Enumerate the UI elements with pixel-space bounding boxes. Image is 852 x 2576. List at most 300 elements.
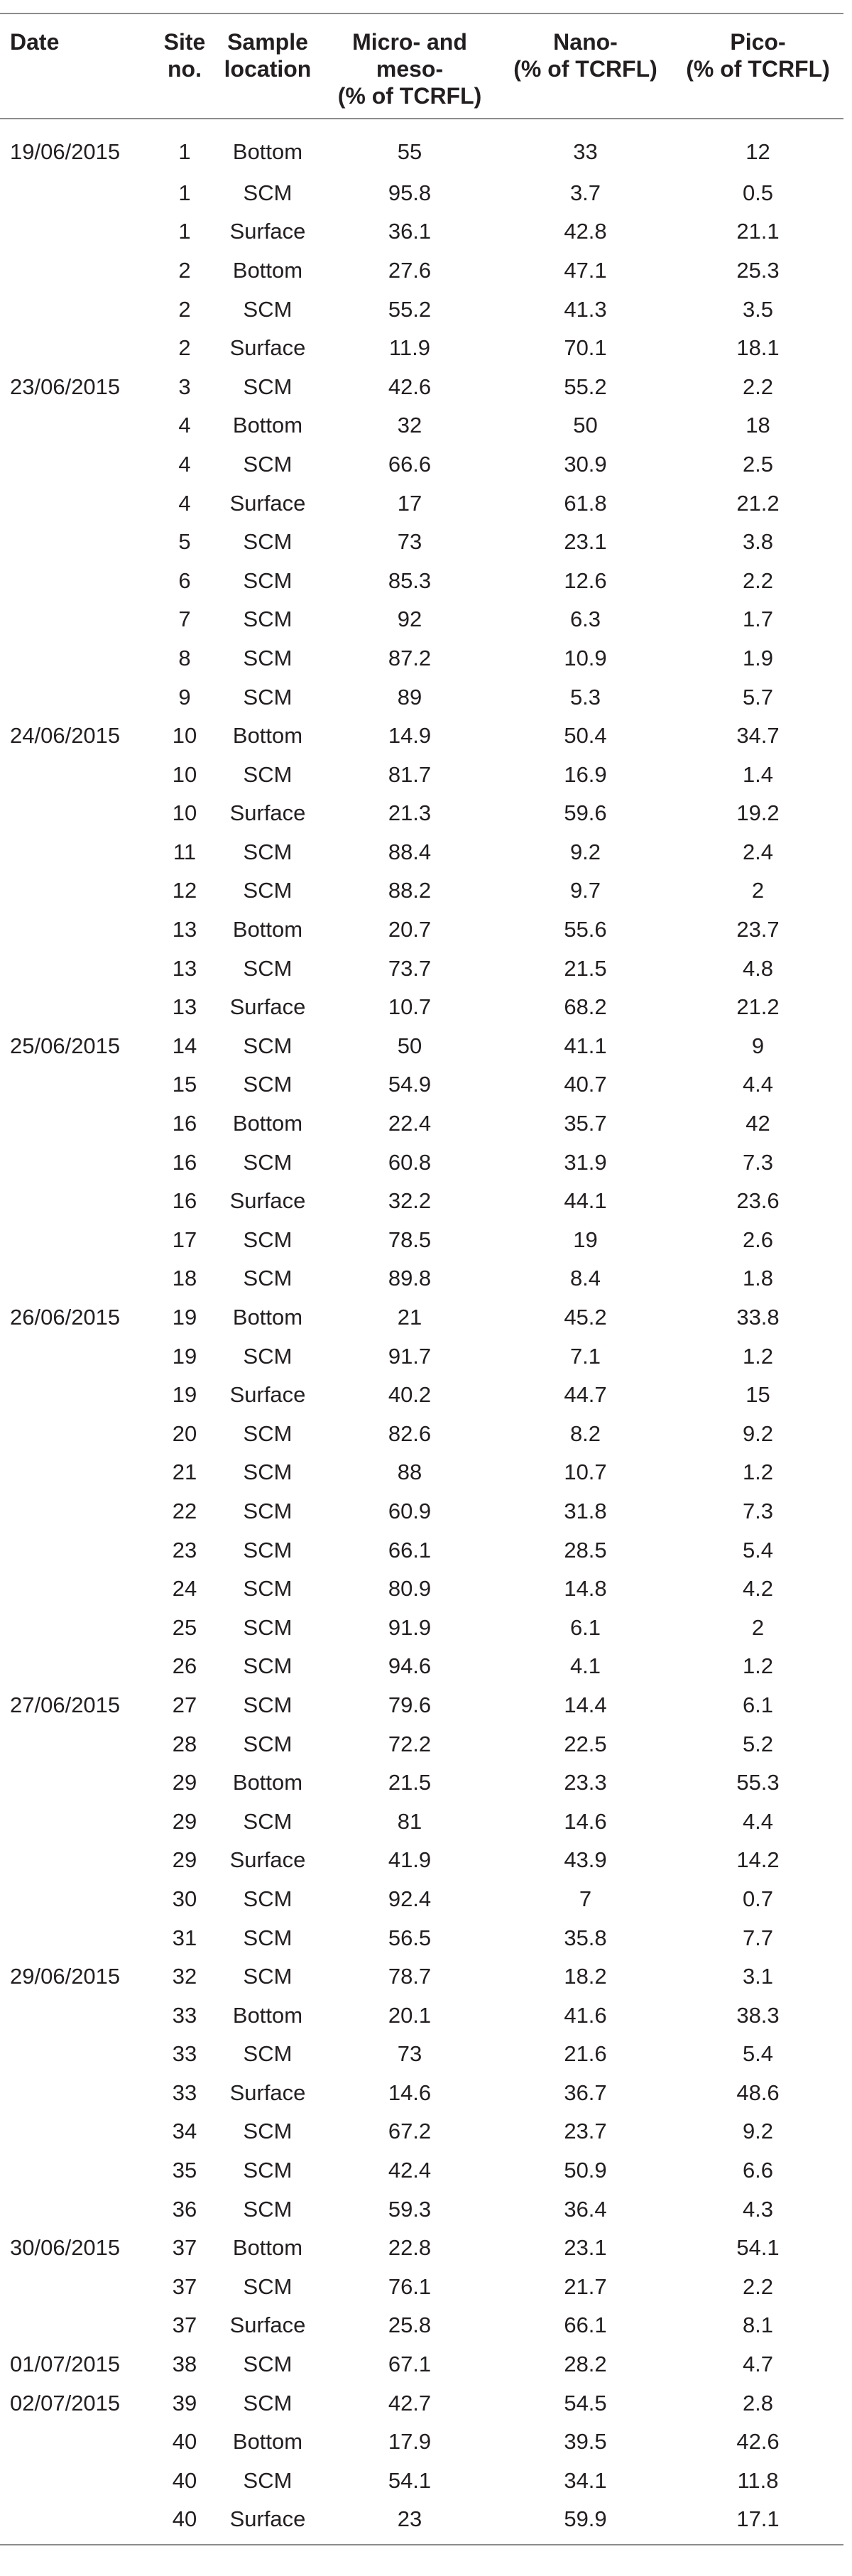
size-fraction-table bbox=[0, 13, 843, 2545]
cell-sample-location: SCM bbox=[243, 1460, 293, 1485]
cell-pico: 6.1 bbox=[742, 1692, 774, 1717]
cell-micro-meso: 42.6 bbox=[388, 374, 432, 399]
cell-nano: 44.7 bbox=[564, 1382, 607, 1408]
cell-micro-meso: 73 bbox=[397, 2041, 422, 2067]
table-row bbox=[0, 445, 843, 484]
cell-nano: 41.3 bbox=[564, 296, 607, 322]
cell-pico: 4.4 bbox=[742, 1072, 774, 1097]
cell-site-no: 10 bbox=[172, 723, 197, 749]
table-row bbox=[0, 1104, 843, 1143]
cell-date bbox=[0, 1337, 155, 1376]
cell-date bbox=[0, 1802, 155, 1841]
cell-site-no: 24 bbox=[172, 1576, 197, 1602]
cell-date bbox=[0, 2267, 155, 2306]
cell-site-no: 37 bbox=[172, 2313, 197, 2338]
header-site-line2: no. bbox=[168, 56, 202, 82]
cell-nano: 4.1 bbox=[569, 1653, 601, 1679]
cell-date bbox=[0, 1569, 155, 1608]
cell-pico: 2.8 bbox=[742, 2390, 774, 2415]
cell-date bbox=[0, 484, 155, 523]
cell-date: 23/06/2015 bbox=[10, 374, 121, 399]
cell-site-no: 25 bbox=[172, 1614, 197, 1640]
cell-pico: 12 bbox=[746, 138, 770, 164]
cell-site-no: 5 bbox=[178, 529, 191, 555]
cell-site-no: 1 bbox=[178, 219, 191, 244]
table-row bbox=[0, 910, 843, 949]
cell-pico: 34.7 bbox=[736, 723, 780, 749]
table-row bbox=[0, 1181, 843, 1220]
cell-micro-meso: 55 bbox=[397, 138, 422, 164]
cell-site-no: 23 bbox=[172, 1537, 197, 1563]
table-row bbox=[0, 2500, 843, 2545]
cell-site-no: 1 bbox=[178, 180, 191, 205]
cell-date bbox=[0, 2151, 155, 2190]
cell-micro-meso: 91.9 bbox=[388, 1614, 432, 1640]
cell-sample-location: SCM bbox=[243, 529, 293, 555]
cell-date: 01/07/2015 bbox=[10, 2352, 121, 2377]
cell-sample-location: SCM bbox=[243, 955, 293, 981]
header-pico bbox=[672, 13, 843, 119]
cell-site-no: 40 bbox=[172, 2429, 197, 2455]
table-row bbox=[0, 1763, 843, 1802]
cell-nano: 16.9 bbox=[564, 761, 607, 787]
cell-site-no: 16 bbox=[172, 1149, 197, 1175]
cell-sample-location: Surface bbox=[229, 2313, 306, 2338]
table-row bbox=[0, 1375, 843, 1414]
cell-pico: 1.2 bbox=[742, 1343, 774, 1369]
cell-micro-meso: 78.5 bbox=[388, 1227, 432, 1252]
cell-site-no: 4 bbox=[178, 490, 191, 516]
cell-nano: 34.1 bbox=[564, 2467, 607, 2493]
cell-nano: 28.5 bbox=[564, 1537, 607, 1563]
cell-sample-location: SCM bbox=[243, 607, 293, 632]
cell-sample-location: Surface bbox=[229, 800, 306, 826]
cell-pico: 7.7 bbox=[742, 1925, 774, 1950]
cell-micro-meso: 60.8 bbox=[388, 1149, 432, 1175]
cell-sample-location: SCM bbox=[243, 1614, 293, 1640]
cell-nano: 54.5 bbox=[564, 2390, 607, 2415]
cell-nano: 35.8 bbox=[564, 1925, 607, 1950]
header-micro-line2: meso- bbox=[376, 56, 444, 82]
cell-date bbox=[0, 1491, 155, 1531]
cell-micro-meso: 50 bbox=[397, 1033, 422, 1058]
cell-nano: 3.7 bbox=[569, 180, 601, 205]
cell-site-no: 38 bbox=[172, 2352, 197, 2377]
cell-sample-location: Bottom bbox=[232, 917, 303, 942]
table-row bbox=[0, 2151, 843, 2190]
cell-micro-meso: 88 bbox=[397, 1460, 422, 1485]
table-row bbox=[0, 1337, 843, 1376]
cell-nano: 66.1 bbox=[564, 2313, 607, 2338]
cell-sample-location: Surface bbox=[229, 490, 306, 516]
cell-micro-meso: 89.8 bbox=[388, 1266, 432, 1291]
cell-site-no: 16 bbox=[172, 1111, 197, 1136]
cell-sample-location: SCM bbox=[243, 2467, 293, 2493]
cell-site-no: 29 bbox=[172, 1770, 197, 1795]
cell-date bbox=[0, 328, 155, 367]
cell-nano: 12.6 bbox=[564, 567, 607, 593]
table-row bbox=[0, 2422, 843, 2461]
cell-site-no: 13 bbox=[172, 917, 197, 942]
cell-site-no: 32 bbox=[172, 1964, 197, 1989]
cell-date bbox=[0, 910, 155, 949]
cell-date bbox=[0, 522, 155, 561]
cell-nano: 9.7 bbox=[569, 878, 601, 903]
cell-nano: 55.2 bbox=[564, 374, 607, 399]
cell-sample-location: SCM bbox=[243, 1925, 293, 1950]
cell-sample-location: SCM bbox=[243, 451, 293, 477]
cell-site-no: 33 bbox=[172, 2002, 197, 2028]
cell-micro-meso: 20.7 bbox=[388, 917, 432, 942]
cell-micro-meso: 21.5 bbox=[388, 1770, 432, 1795]
cell-site-no: 14 bbox=[172, 1033, 197, 1058]
cell-site-no: 19 bbox=[172, 1343, 197, 1369]
cell-pico: 0.7 bbox=[742, 1886, 774, 1911]
cell-pico: 2.5 bbox=[742, 451, 774, 477]
cell-site-no: 13 bbox=[172, 955, 197, 981]
cell-pico: 17.1 bbox=[672, 2500, 843, 2545]
cell-date bbox=[0, 1259, 155, 1298]
header-pico-line2: (% of TCRFL) bbox=[686, 56, 830, 82]
table-row bbox=[0, 1491, 843, 1531]
cell-sample-location: Bottom bbox=[232, 1770, 303, 1795]
cell-nano: 31.9 bbox=[564, 1149, 607, 1175]
cell-nano: 6.1 bbox=[569, 1614, 601, 1640]
table-row bbox=[0, 173, 843, 212]
cell-nano: 22.5 bbox=[564, 1731, 607, 1756]
cell-date bbox=[0, 755, 155, 794]
cell-nano: 10.7 bbox=[564, 1460, 607, 1485]
cell-micro-meso: 42.7 bbox=[388, 2390, 432, 2415]
cell-sample-location: SCM bbox=[243, 2041, 293, 2067]
cell-sample-location: Bottom bbox=[232, 257, 303, 283]
cell-site-no: 7 bbox=[178, 607, 191, 632]
cell-pico: 3.8 bbox=[742, 529, 774, 555]
cell-sample-location: SCM bbox=[243, 180, 293, 205]
cell-nano: 14.4 bbox=[564, 1692, 607, 1717]
table-row bbox=[0, 1220, 843, 1259]
cell-micro-meso: 11.9 bbox=[388, 335, 431, 361]
cell-date bbox=[0, 1414, 155, 1453]
cell-pico: 33.8 bbox=[736, 1305, 780, 1330]
cell-pico: 1.2 bbox=[742, 1460, 774, 1485]
cell-date bbox=[0, 638, 155, 678]
cell-site-no: 10 bbox=[172, 761, 197, 787]
cell-pico: 2.2 bbox=[742, 374, 774, 399]
cell-micro-meso: 14.6 bbox=[388, 2080, 432, 2105]
cell-nano: 36.7 bbox=[564, 2080, 607, 2105]
cell-date bbox=[0, 2461, 155, 2500]
cell-sample-location: Surface bbox=[229, 219, 306, 244]
cell-sample-location: SCM bbox=[243, 1343, 293, 1369]
cell-date bbox=[0, 1608, 155, 1647]
cell-pico: 14.2 bbox=[736, 1847, 780, 1873]
cell-micro-meso: 76.1 bbox=[388, 2273, 432, 2299]
header-site bbox=[155, 13, 214, 119]
cell-micro-meso: 55.2 bbox=[388, 296, 432, 322]
cell-sample-location: SCM bbox=[243, 2119, 293, 2144]
cell-pico: 5.7 bbox=[742, 684, 774, 710]
table-row bbox=[0, 1414, 843, 1453]
cell-micro-meso: 88.4 bbox=[388, 839, 432, 864]
cell-sample-location: SCM bbox=[243, 1808, 293, 1834]
cell-site-no: 6 bbox=[178, 567, 191, 593]
cell-date bbox=[0, 1143, 155, 1182]
cell-micro-meso: 36.1 bbox=[388, 219, 432, 244]
cell-pico: 42.6 bbox=[736, 2429, 780, 2455]
cell-nano: 14.8 bbox=[564, 1576, 607, 1602]
cell-pico: 25.3 bbox=[736, 257, 780, 283]
cell-sample-location: SCM bbox=[243, 761, 293, 787]
cell-sample-location: SCM bbox=[243, 2352, 293, 2377]
cell-sample-location: Bottom bbox=[232, 413, 303, 438]
cell-site-no: 35 bbox=[172, 2158, 197, 2183]
cell-pico: 55.3 bbox=[736, 1770, 780, 1795]
header-date bbox=[0, 13, 155, 119]
cell-date bbox=[0, 1996, 155, 2035]
cell-pico: 48.6 bbox=[736, 2080, 780, 2105]
cell-micro-meso: 73.7 bbox=[388, 955, 432, 981]
cell-micro-meso: 92 bbox=[397, 607, 422, 632]
cell-sample-location: Surface bbox=[229, 994, 306, 1020]
table-row bbox=[0, 1608, 843, 1647]
cell-site-no: 19 bbox=[172, 1305, 197, 1330]
cell-site-no: 29 bbox=[172, 1808, 197, 1834]
cell-pico: 2 bbox=[751, 878, 765, 903]
table-row bbox=[0, 1259, 843, 1298]
cell-site-no: 20 bbox=[172, 1420, 197, 1446]
cell-date bbox=[0, 2422, 155, 2461]
cell-site-no: 17 bbox=[172, 1227, 197, 1252]
cell-sample-location: SCM bbox=[243, 1692, 293, 1717]
cell-nano: 33 bbox=[573, 138, 598, 164]
table-row bbox=[0, 2344, 843, 2384]
cell-nano: 41.1 bbox=[564, 1033, 607, 1058]
cell-pico: 2.4 bbox=[742, 839, 774, 864]
cell-pico: 5.4 bbox=[742, 1537, 774, 1563]
cell-sample-location: SCM bbox=[243, 645, 293, 670]
cell-sample-location: SCM bbox=[243, 1227, 293, 1252]
cell-date bbox=[0, 1918, 155, 1957]
cell-site-no: 29 bbox=[172, 1847, 197, 1873]
cell-pico: 2.2 bbox=[742, 2273, 774, 2299]
cell-date bbox=[0, 445, 155, 484]
cell-pico: 21.2 bbox=[736, 490, 780, 516]
cell-nano: 41.6 bbox=[564, 2002, 607, 2028]
header-nano-line1: Nano- bbox=[553, 29, 618, 55]
cell-site-no: 40 bbox=[172, 2467, 197, 2493]
cell-sample-location: Surface bbox=[229, 1847, 306, 1873]
cell-sample-location: Bottom bbox=[232, 2002, 303, 2028]
cell-pico: 2 bbox=[751, 1614, 765, 1640]
cell-nano: 19 bbox=[573, 1227, 598, 1252]
cell-micro-meso: 95.8 bbox=[388, 180, 432, 205]
cell-pico: 9.2 bbox=[742, 1420, 774, 1446]
cell-site-no: 34 bbox=[172, 2119, 197, 2144]
cell-nano: 39.5 bbox=[564, 2429, 607, 2455]
cell-date bbox=[0, 2112, 155, 2151]
cell-pico: 23.6 bbox=[736, 1188, 780, 1214]
cell-nano: 10.9 bbox=[564, 645, 607, 670]
cell-date: 29/06/2015 bbox=[10, 1964, 121, 1989]
cell-sample-location: Bottom bbox=[232, 723, 303, 749]
table-row bbox=[0, 1531, 843, 1570]
cell-micro-meso: 82.6 bbox=[388, 1420, 432, 1446]
cell-sample-location: SCM bbox=[243, 2158, 293, 2183]
cell-micro-meso: 66.6 bbox=[388, 451, 432, 477]
cell-pico: 21.1 bbox=[736, 219, 780, 244]
cell-nano: 50.4 bbox=[564, 723, 607, 749]
cell-date: 27/06/2015 bbox=[10, 1692, 121, 1717]
cell-nano: 50 bbox=[573, 413, 598, 438]
cell-micro-meso: 54.1 bbox=[388, 2467, 432, 2493]
cell-sample-location: SCM bbox=[243, 1576, 293, 1602]
table-row bbox=[0, 1879, 843, 1918]
cell-site-no: 3 bbox=[178, 374, 191, 399]
cell-sample-location: Bottom bbox=[232, 138, 303, 164]
cell-site-no: 4 bbox=[178, 451, 191, 477]
cell-nano: 14.6 bbox=[564, 1808, 607, 1834]
cell-site-no: 15 bbox=[172, 1072, 197, 1097]
table-row bbox=[0, 367, 843, 406]
cell-sample-location: Bottom bbox=[232, 1305, 303, 1330]
cell-date bbox=[0, 1763, 155, 1802]
cell-site-no: 16 bbox=[172, 1188, 197, 1214]
cell-pico: 2.2 bbox=[742, 567, 774, 593]
cell-date bbox=[0, 1647, 155, 1686]
cell-nano: 9.2 bbox=[569, 839, 601, 864]
cell-site-no: 37 bbox=[172, 2235, 197, 2261]
table-row bbox=[0, 2267, 843, 2306]
cell-sample-location: Surface bbox=[229, 335, 306, 361]
table-row bbox=[0, 2384, 843, 2423]
cell-site-no: 10 bbox=[172, 800, 197, 826]
cell-pico: 54.1 bbox=[736, 2235, 780, 2261]
cell-micro-meso: 23 bbox=[321, 2500, 498, 2545]
cell-micro-meso: 66.1 bbox=[388, 1537, 432, 1563]
cell-micro-meso: 67.2 bbox=[388, 2119, 432, 2144]
cell-pico: 4.7 bbox=[742, 2352, 774, 2377]
cell-micro-meso: 32 bbox=[397, 413, 422, 438]
cell-micro-meso: 14.9 bbox=[388, 723, 432, 749]
table-row bbox=[0, 871, 843, 911]
table-row bbox=[0, 1298, 843, 1337]
cell-date bbox=[0, 871, 155, 911]
table-row bbox=[0, 2035, 843, 2074]
cell-sample-location: Surface bbox=[214, 2500, 321, 2545]
cell-micro-meso: 32.2 bbox=[388, 1188, 432, 1214]
cell-pico: 9.2 bbox=[742, 2119, 774, 2144]
cell-site-no: 18 bbox=[172, 1266, 197, 1291]
cell-micro-meso: 21 bbox=[397, 1305, 422, 1330]
cell-site-no: 1 bbox=[178, 138, 191, 164]
cell-pico: 5.4 bbox=[742, 2041, 774, 2067]
cell-date bbox=[0, 406, 155, 445]
cell-sample-location: SCM bbox=[243, 2273, 293, 2299]
cell-nano: 21.6 bbox=[564, 2041, 607, 2067]
cell-pico: 9 bbox=[751, 1033, 765, 1058]
table-row bbox=[0, 1647, 843, 1686]
cell-sample-location: SCM bbox=[243, 1033, 293, 1058]
cell-nano: 8.2 bbox=[569, 1420, 601, 1446]
table-row bbox=[0, 1918, 843, 1957]
cell-nano: 40.7 bbox=[564, 1072, 607, 1097]
table-row bbox=[0, 1453, 843, 1492]
cell-micro-meso: 87.2 bbox=[388, 645, 432, 670]
header-micro-line1: Micro- and bbox=[352, 29, 467, 55]
cell-micro-meso: 89 bbox=[397, 684, 422, 710]
cell-pico: 5.2 bbox=[742, 1731, 774, 1756]
cell-nano: 55.6 bbox=[564, 917, 607, 942]
cell-pico: 1.4 bbox=[742, 761, 774, 787]
table-row bbox=[0, 678, 843, 717]
cell-site-no: 9 bbox=[178, 684, 191, 710]
cell-micro-meso: 41.9 bbox=[388, 1847, 432, 1873]
cell-site-no: 28 bbox=[172, 1731, 197, 1756]
cell-micro-meso: 27.6 bbox=[388, 257, 432, 283]
cell-nano: 61.8 bbox=[564, 490, 607, 516]
cell-pico: 6.6 bbox=[742, 2158, 774, 2183]
cell-micro-meso: 22.4 bbox=[388, 1111, 432, 1136]
cell-nano: 23.3 bbox=[564, 1770, 607, 1795]
header-nano-line2: (% of TCRFL) bbox=[513, 56, 657, 82]
cell-micro-meso: 25.8 bbox=[388, 2313, 432, 2338]
cell-site-no: 21 bbox=[172, 1460, 197, 1485]
header-micro-line3: (% of TCRFL) bbox=[337, 83, 482, 109]
cell-site-no: 39 bbox=[172, 2390, 197, 2415]
cell-date bbox=[0, 2035, 155, 2074]
cell-date bbox=[0, 1841, 155, 1880]
table-row bbox=[0, 561, 843, 600]
cell-date bbox=[0, 1724, 155, 1763]
table-row bbox=[0, 1802, 843, 1841]
cell-pico: 38.3 bbox=[736, 2002, 780, 2028]
table-row bbox=[0, 987, 843, 1026]
cell-sample-location: SCM bbox=[243, 1886, 293, 1911]
cell-date bbox=[0, 173, 155, 212]
cell-sample-location: SCM bbox=[243, 2390, 293, 2415]
cell-date: 19/06/2015 bbox=[10, 138, 121, 164]
table-row bbox=[0, 638, 843, 678]
cell-site-no: 36 bbox=[172, 2196, 197, 2222]
cell-nano: 7.1 bbox=[569, 1343, 601, 1369]
cell-date bbox=[0, 1375, 155, 1414]
cell-nano: 21.7 bbox=[564, 2273, 607, 2299]
table-row bbox=[0, 2461, 843, 2500]
cell-pico: 4.2 bbox=[742, 1576, 774, 1602]
cell-nano: 43.9 bbox=[564, 1847, 607, 1873]
table-row bbox=[0, 328, 843, 367]
cell-pico: 18.1 bbox=[736, 335, 780, 361]
cell-date: 02/07/2015 bbox=[10, 2390, 121, 2415]
cell-micro-meso: 56.5 bbox=[388, 1925, 432, 1950]
cell-micro-meso: 88.2 bbox=[388, 878, 432, 903]
cell-pico: 1.7 bbox=[742, 607, 774, 632]
table-row bbox=[0, 2190, 843, 2229]
cell-micro-meso: 73 bbox=[397, 529, 422, 555]
cell-date bbox=[0, 1181, 155, 1220]
table-row bbox=[0, 1841, 843, 1880]
table-row bbox=[0, 484, 843, 523]
table-row bbox=[0, 2228, 843, 2267]
cell-sample-location: SCM bbox=[243, 1731, 293, 1756]
cell-date bbox=[0, 949, 155, 988]
cell-sample-location: SCM bbox=[243, 374, 293, 399]
cell-pico: 23.7 bbox=[736, 917, 780, 942]
cell-pico: 4.3 bbox=[742, 2196, 774, 2222]
cell-site-no: 4 bbox=[178, 413, 191, 438]
cell-date: 26/06/2015 bbox=[10, 1305, 121, 1330]
